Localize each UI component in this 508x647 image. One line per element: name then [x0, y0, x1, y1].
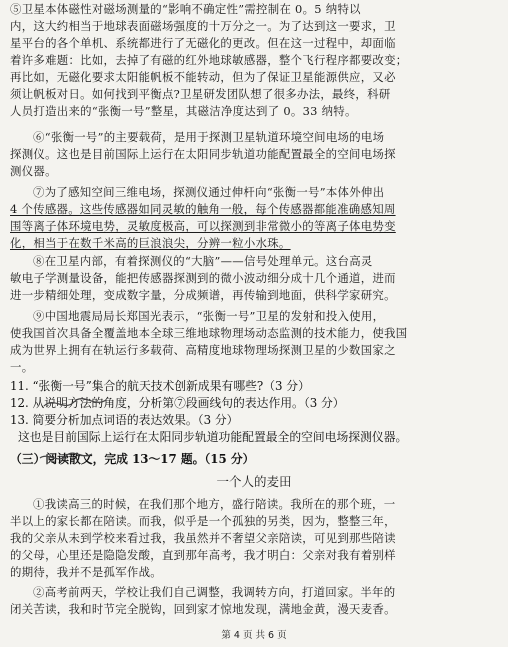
pencil-scribble-mark [40, 394, 110, 414]
p8-line: 进一步精细处理，变成数字量，分成频谱，再传输到地面，供科学家研究。 [10, 288, 396, 302]
paragraph-5 [10, 1, 500, 120]
p9-line: 使我国首次具备全覆盖地本全球三维地球物理场动态监测的技术能力，使我国 [10, 326, 408, 340]
p7-underlined-line: 4 个传感器。这些传感器如同灵敏的触角一般，每个传感器都能准确感知周 [10, 202, 396, 216]
question-11: 11. “张衡一号”集合的航天技术创新成果有哪些?（3 分） [10, 379, 310, 393]
p5-line: 星平台的各个单机、系统都进行了无磁化的更改。但在这一过程中，却面临 [10, 36, 396, 50]
p5-line: ⑤卫星本体磁性对磁场测量的“影响不确定性”需控制在 0。5 纳特以 [10, 2, 361, 16]
p5-line: 须让帆板对日。如何找到平衡点?卫星研发团队想了很多办法，最终，科研 [10, 87, 391, 101]
essay-paragraph-2 [10, 584, 500, 618]
p5-line: 内，这大约相当于地球表面磁场强度的十万分之一。为了达到这一要求，卫 [10, 19, 396, 33]
p7-underlined-line: 化，相当于在数千米高的巨浪浪尖，分辨一粒小水珠。 [10, 236, 291, 250]
question-12: 12. 从说明方法的角度，分析第⑦段画线句的表达作用。（3 分） [10, 396, 345, 410]
essay-p1-line: ①我读高三的时候，在我们那个地方，盛行陪读。我所在的那个班，一 [33, 497, 396, 511]
p7-underlined-line: 围等离子体环境电势，灵敏度极高，可以探测到非常微小的等离子体电势变 [10, 219, 396, 233]
p6-line: ⑥“张衡一号”的主要载荷，是用于探测卫星轨道环境空间电场的电场 [33, 130, 385, 144]
section-3-heading: （三）阅读散文，完成 13～17 题。（15 分） [10, 452, 255, 466]
p6-line: 探测仪。这也是目前国际上运行在太阳同步轨道功能配置最全的空间电场探 [10, 147, 396, 161]
question-13: 13. 简要分析加点词语的表达效果。（3 分） [10, 413, 239, 427]
essay-title: 一个人的麦田 [216, 474, 292, 489]
p5-line: 着许多难题：比如，去掉了有磁的红外地球敏感器，整个飞行程序都要改变； [10, 53, 408, 67]
essay-p1-line: 我的父亲从未到学校来看过我，我虽然并不奢望父亲陪读，可见到那些陪读 [10, 531, 396, 545]
essay-p1-line: 半以上的家长都在陪读。而我，似乎是一个孤独的另类，因为，整整三年， [10, 514, 396, 528]
paragraph-6 [10, 129, 500, 180]
p5-line: 再比如，无磁化要求太阳能帆板不能转动，但为了保证卫星能源供应，又必 [10, 70, 396, 84]
pencil-scribble-mark [36, 448, 96, 468]
p9-line: 成为世界上拥有在轨运行多载荷、高精度地球物理场探测卫星的少数国家之 [10, 343, 396, 357]
essay-paragraph-1 [10, 496, 500, 581]
p8-line: 敏电子学测量设备，能把传感器探测到的微小波动细分成十几个通道，进而 [10, 271, 396, 285]
essay-p1-line: 的父母，心里还是隐隐发酸，直到那年高考，我才明白：父亲对我有着别样 [10, 548, 396, 562]
essay-p1-line: 的期待，我并不是孤军作战。 [10, 565, 162, 579]
paragraph-9 [10, 308, 500, 376]
p9-line: 一。 [10, 360, 34, 374]
p9-line: ⑨中国地震局局长郑国光表示，“张衡一号”卫星的发射和投入使用， [33, 309, 385, 323]
p6-line: 测仪器。 [10, 164, 57, 178]
p5-line: 人员打造出来的“张衡一号”整星，其磁洁净度达到了 0。33 纳特。 [10, 104, 357, 118]
page-footer: 第 4 页 共 6 页 [221, 630, 287, 641]
paragraph-8 [10, 253, 500, 304]
essay-p2-line: ②高考前两天，学校让我们自己调整，我调转方向，打道回家。半年的 [33, 585, 396, 599]
question-13-quote: 这也是目前国际上运行在太阳同步轨道功能配置最全的空间电场探测仪器。 [18, 430, 408, 444]
paragraph-7 [10, 184, 500, 252]
essay-p2-line: 闭关苦读，我和时节完全脱钩，回到家才惊地发现，满地金黄，漫天麦香。 [10, 602, 396, 616]
p8-line: ⑧在卫星内部，有着探测仪的“大脑”——信号处理单元。这台高灵 [33, 254, 373, 268]
p7-line: ⑦为了感知空间三维电场，探测仪通过伸杆向“张衡一号”本体外伸出 [33, 185, 385, 199]
